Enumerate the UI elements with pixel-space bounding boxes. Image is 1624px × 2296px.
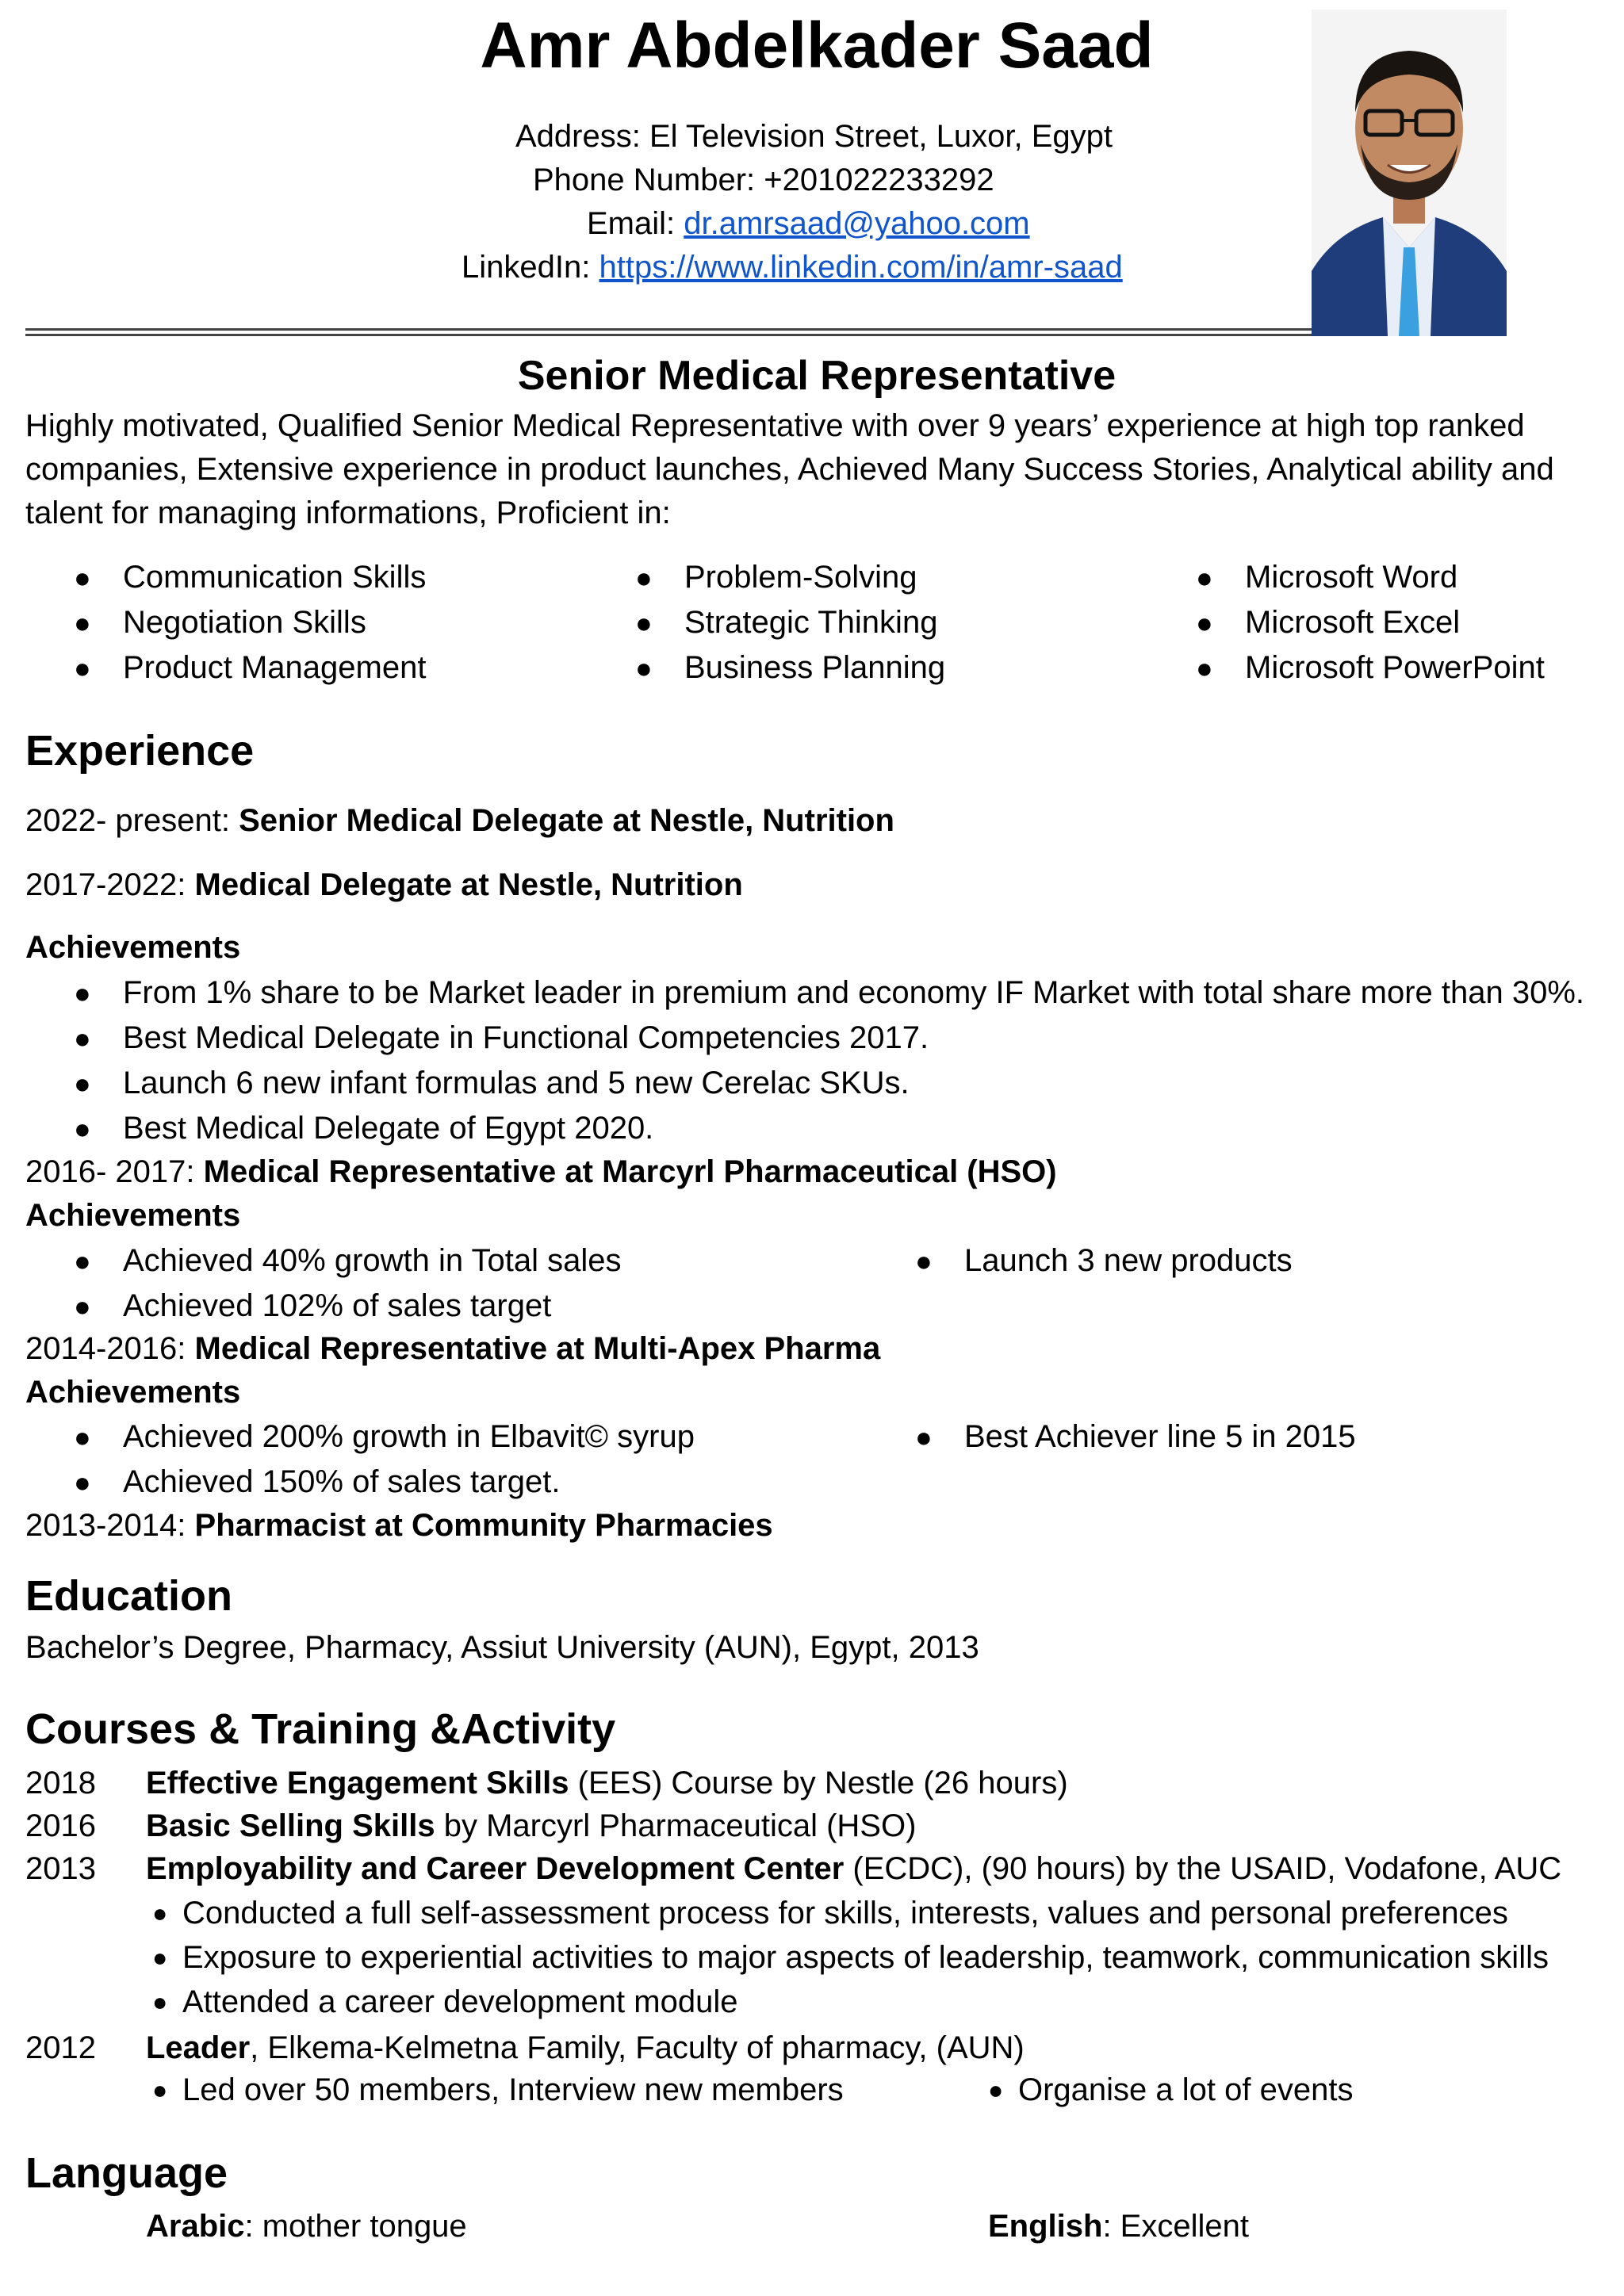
bullet-icon: ● [915, 1245, 933, 1277]
bullet-icon: ● [74, 1466, 91, 1498]
course-year: 2012 [25, 2030, 96, 2065]
course-entry: Basic Selling Skills by Marcyrl Pharmaceutical (HSO) [146, 1808, 917, 1843]
achievement-item: ● Launch 3 new products [964, 1238, 1293, 1284]
bullet-icon: ● [1196, 652, 1213, 684]
email-line [587, 201, 1030, 247]
skill-item: ● Strategic Thinking [684, 600, 937, 645]
achievement-item: ● Best Achiever line 5 in 2015 [964, 1414, 1356, 1460]
degree: Bachelor’s Degree, Pharmacy, Assiut University (AUN), Egypt, 2013 [25, 1630, 979, 1665]
bullet-icon: ● [74, 561, 91, 594]
bullet-icon: ● [74, 1421, 91, 1453]
course-detail-item: ● Led over 50 members, Interview new members [182, 2068, 844, 2113]
course-entry: Leader, Elkema-Kelmetna Family, Faculty of pharmacy, (AUN) [146, 2030, 1025, 2065]
achievement-item: ● Achieved 102% of sales target [123, 1284, 551, 1329]
bullet-icon: ● [74, 1067, 91, 1100]
job-entry: 2017-2022: Medical Delegate at Nestle, Nutrition [25, 867, 743, 902]
header-divider [25, 328, 1312, 336]
course-detail-item: ● Exposure to experiential activities to major aspects of leadership, teamwork, communication skills [182, 1935, 1549, 1980]
bullet-icon: ● [74, 1022, 91, 1054]
achievement-item: ● Achieved 200% growth in Elbavit© syrup [123, 1414, 695, 1460]
bullet-icon: ● [74, 607, 91, 639]
course-detail-item: ● Conducted a full self-assessment process for skills, interests, values and personal preferences [182, 1891, 1508, 1936]
achievement-item: ● Launch 6 new infant formulas and 5 new Cerelac SKUs. [123, 1061, 910, 1106]
language-heading: Language [25, 2149, 228, 2197]
linkedin-link[interactable]: https://www.linkedin.com/in/amr-saad [599, 250, 1123, 285]
bullet-icon: ● [152, 1988, 168, 2016]
summary-paragraph: Highly motivated, Qualified Senior Medical Representative with over 9 years’ experience at high top ranked companies, Extensive experience in product launches, Achieved Many Success Stories, Analytical ability and talent for managing informations, Proficient in: [25, 408, 1554, 530]
language-entry: English: Excellent [988, 2209, 1249, 2244]
bullet-icon: ● [1196, 607, 1213, 639]
course-detail-item: ● Attended a career development module [182, 1980, 737, 2025]
address: Address: El Television Street, Luxor, Egypt [515, 119, 1113, 154]
linkedin-line [462, 245, 1123, 290]
achievement-item: ● Best Medical Delegate of Egypt 2020. [123, 1106, 653, 1151]
course-entry: Employability and Career Development Center (ECDC), (90 hours) by the USAID, Vodafone, AUC [146, 1851, 1562, 1886]
achievements-label: Achievements [25, 1198, 241, 1233]
achievement-item: ● From 1% share to be Market leader in premium and economy IF Market with total share more than 30%. [123, 970, 1584, 1016]
email-link[interactable]: dr.amrsaad@yahoo.com [684, 206, 1030, 241]
skill-item: ● Microsoft PowerPoint [1245, 645, 1545, 691]
job-entry: 2016- 2017: Medical Representative at Marcyrl Pharmaceutical (HSO) [25, 1154, 1057, 1189]
course-year: 2018 [25, 1766, 96, 1800]
course-detail-item: ● Organise a lot of events [1018, 2068, 1353, 2113]
skill-item: ● Communication Skills [123, 555, 426, 600]
bullet-icon: ● [74, 652, 91, 684]
bullet-icon: ● [152, 2076, 168, 2104]
bullet-icon: ● [915, 1421, 933, 1453]
bullet-icon: ● [988, 2076, 1004, 2104]
bullet-icon: ● [74, 1245, 91, 1277]
job-entry: 2014-2016: Medical Representative at Multi-Apex Pharma [25, 1331, 881, 1366]
bullet-icon: ● [152, 1943, 168, 1972]
course-year: 2016 [25, 1808, 96, 1843]
bullet-icon: ● [1196, 561, 1213, 594]
achievement-item: ● Best Medical Delegate in Functional Competencies 2017. [123, 1016, 929, 1061]
linkedin-label: LinkedIn: [462, 250, 599, 285]
achievements-label: Achievements [25, 1375, 241, 1410]
email-label: Email: [587, 206, 684, 241]
achievements-label: Achievements [25, 930, 241, 965]
achievement-item: ● Achieved 40% growth in Total sales [123, 1238, 622, 1284]
skill-item: ● Microsoft Excel [1245, 600, 1460, 645]
job-title: Senior Medical Representative [517, 353, 1116, 399]
skill-item: ● Negotiation Skills [123, 600, 366, 645]
profile-photo [1312, 10, 1507, 336]
language-entry: Arabic: mother tongue [146, 2209, 467, 2244]
bullet-icon: ● [635, 607, 653, 639]
education-heading: Education [25, 1572, 233, 1620]
skill-item: ● Microsoft Word [1245, 555, 1457, 600]
course-year: 2013 [25, 1851, 96, 1886]
bullet-icon: ● [635, 561, 653, 594]
course-entry: Effective Engagement Skills (EES) Course by Nestle (26 hours) [146, 1766, 1068, 1800]
experience-heading: Experience [25, 727, 255, 775]
skill-item: ● Business Planning [684, 645, 945, 691]
profile-photo-illustration [1312, 10, 1507, 336]
bullet-icon: ● [74, 1290, 91, 1322]
candidate-name: Amr Abdelkader Saad [480, 10, 1154, 82]
courses-heading: Courses & Training &Activity [25, 1705, 616, 1753]
skill-item: ● Problem-Solving [684, 555, 917, 600]
job-entry: 2013-2014: Pharmacist at Community Pharmacies [25, 1508, 773, 1543]
bullet-icon: ● [74, 977, 91, 1009]
skill-item: ● Product Management [123, 645, 426, 691]
bullet-icon: ● [74, 1112, 91, 1145]
phone: Phone Number: +201022233292 [533, 163, 994, 197]
bullet-icon: ● [635, 652, 653, 684]
bullet-icon: ● [152, 1899, 168, 1927]
achievement-item: ● Achieved 150% of sales target. [123, 1460, 560, 1505]
job-entry: 2022- present: Senior Medical Delegate at Nestle, Nutrition [25, 803, 894, 838]
